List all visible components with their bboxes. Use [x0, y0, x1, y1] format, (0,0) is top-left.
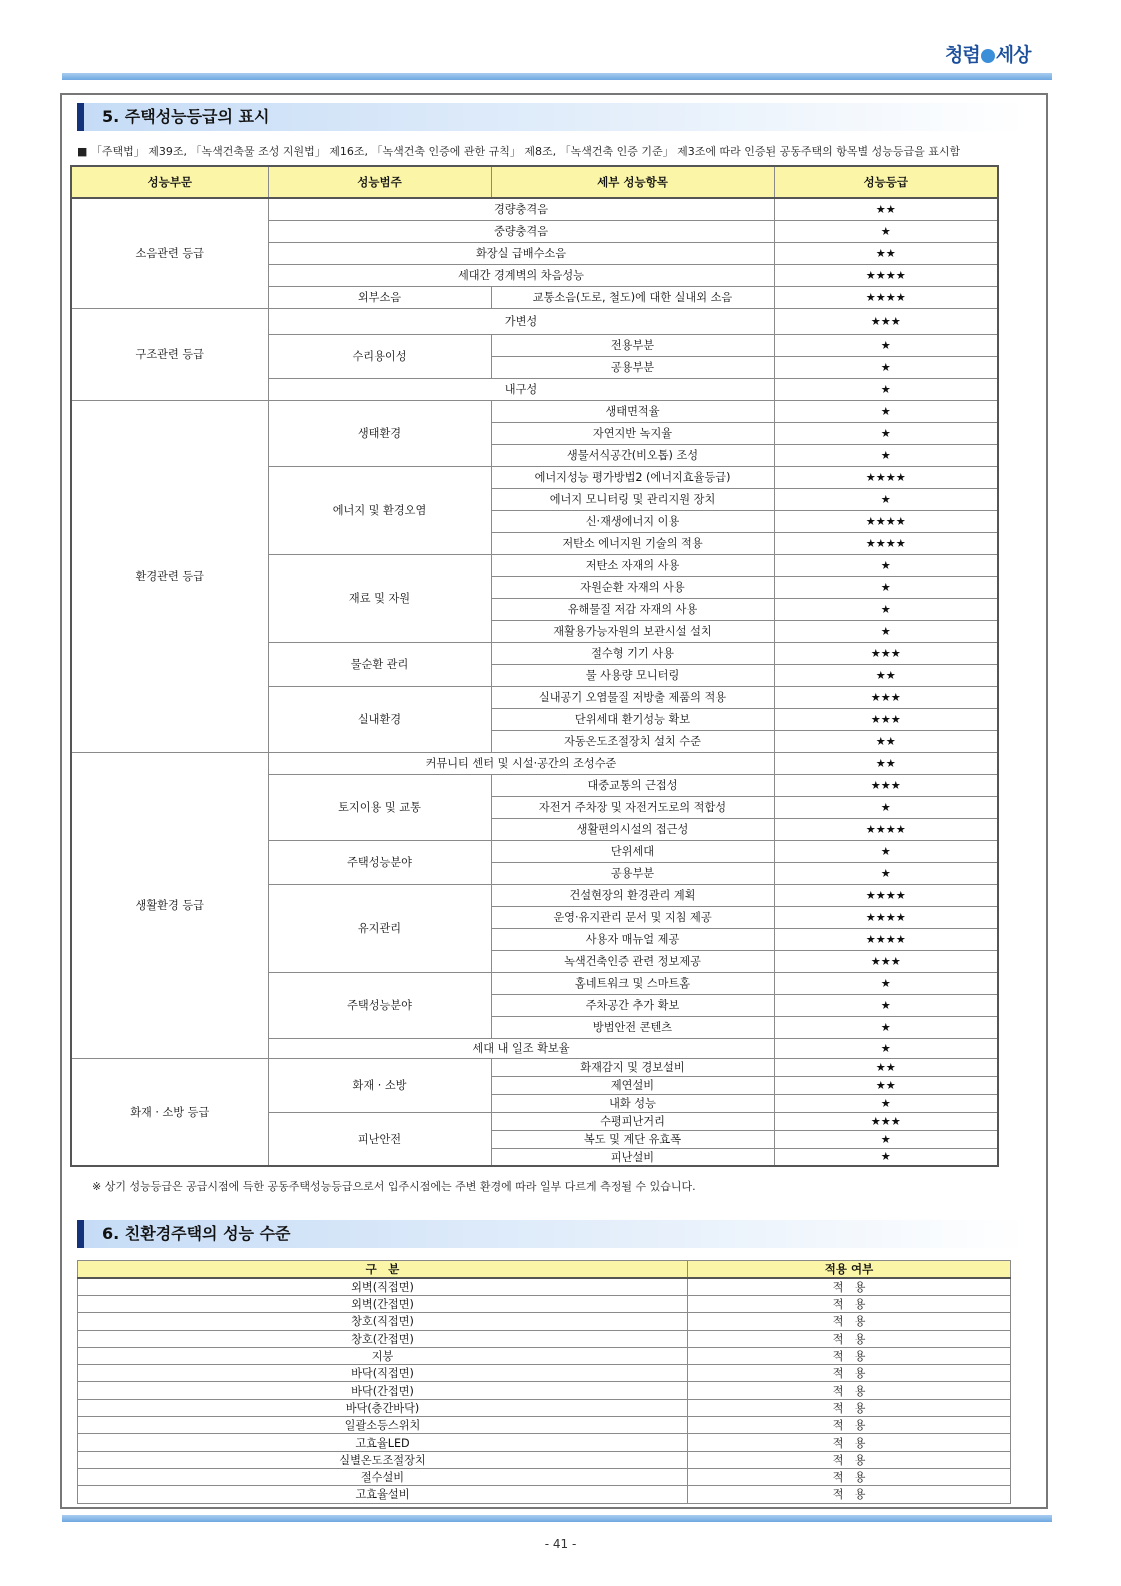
item-cell: 생태면적율 — [491, 400, 774, 422]
grade-stars: ★★★ — [774, 774, 998, 796]
applied-status-cell: 적 용 — [688, 1399, 1011, 1416]
table-row — [78, 1486, 1011, 1503]
item-cell: 저탄소 자재의 사용 — [491, 554, 774, 576]
table-row — [78, 1468, 1011, 1485]
item-cell: 경량충격음 — [268, 198, 774, 220]
item-cell: 내화 성능 — [491, 1094, 774, 1112]
logo-globe-icon — [981, 49, 995, 63]
eco-item-cell: 외벽(직접면) — [78, 1278, 688, 1296]
performance-section-cell: 소음관련 등급 — [71, 198, 268, 308]
item-cell: 대중교통의 근접성 — [491, 774, 774, 796]
table-row — [78, 1399, 1011, 1416]
grade-stars: ★ — [774, 1094, 998, 1112]
applied-status-cell: 적 용 — [688, 1417, 1011, 1434]
item-cell: 중량충격음 — [268, 220, 774, 242]
column-header: 구 분 — [78, 1261, 688, 1279]
eco-item-cell: 창호(직접면) — [78, 1313, 688, 1330]
grade-stars: ★ — [774, 862, 998, 884]
item-cell: 저탄소 에너지원 기술의 적용 — [491, 532, 774, 554]
table-row — [78, 1382, 1011, 1399]
eco-item-cell: 바닥(간접면) — [78, 1382, 688, 1399]
category-cell: 재료 및 자원 — [268, 554, 491, 642]
section-title-eco-housing — [77, 1220, 1027, 1248]
performance-grade-table — [70, 165, 999, 1167]
grade-stars: ★★ — [774, 242, 998, 264]
grade-stars: ★★★ — [774, 308, 998, 334]
category-cell: 토지이용 및 교통 — [268, 774, 491, 840]
grade-stars: ★★ — [774, 1058, 998, 1076]
performance-section-cell: 화재 · 소방 등급 — [71, 1058, 268, 1166]
performance-section-cell: 생활환경 등급 — [71, 752, 268, 1058]
applied-status-cell: 적 용 — [688, 1365, 1011, 1382]
grade-stars: ★★★★ — [774, 928, 998, 950]
table-row — [78, 1451, 1011, 1468]
table-row — [78, 1365, 1011, 1382]
grade-stars: ★★★ — [774, 1112, 998, 1130]
performance-section-cell: 환경관련 등급 — [71, 400, 268, 752]
grade-stars: ★ — [774, 400, 998, 422]
category-cell: 피난안전 — [268, 1112, 491, 1166]
item-cell: 단위세대 — [491, 840, 774, 862]
logo — [945, 40, 1030, 67]
column-header: 성능범주 — [268, 166, 491, 198]
grade-footnote: ※ 상기 성능등급은 공급시점에 득한 공동주택성능등급으로서 입주시점에는 주변 환경에 따라 일부 다르게 측정될 수 있습니다. — [92, 1180, 696, 1193]
item-cell: 물 사용량 모니터링 — [491, 664, 774, 686]
table-row — [78, 1296, 1011, 1313]
applied-status-cell: 적 용 — [688, 1347, 1011, 1364]
column-header: 성능등급 — [774, 166, 998, 198]
grade-stars: ★ — [774, 1148, 998, 1166]
header-divider — [62, 73, 1052, 80]
item-cell: 자전거 주차장 및 자전거도로의 적합성 — [491, 796, 774, 818]
category-cell: 주택성능분야 — [268, 840, 491, 884]
applied-status-cell: 적 용 — [688, 1278, 1011, 1296]
table-row — [78, 1330, 1011, 1347]
grade-stars: ★★★ — [774, 642, 998, 664]
footer-divider — [62, 1515, 1052, 1522]
grade-stars: ★★ — [774, 198, 998, 220]
item-cell: 자원순환 자재의 사용 — [491, 576, 774, 598]
item-cell: 에너지 모니터링 및 관리지원 장치 — [491, 488, 774, 510]
section-6-title-text: 6. 친환경주택의 성능 수준 — [102, 1224, 291, 1243]
item-cell: 자동온도조절장치 설치 수준 — [491, 730, 774, 752]
grade-stars: ★★★★ — [774, 532, 998, 554]
applied-status-cell: 적 용 — [688, 1434, 1011, 1451]
eco-item-cell: 고효율LED — [78, 1434, 688, 1451]
section-title-performance-grade — [77, 103, 1027, 131]
applied-status-cell: 적 용 — [688, 1451, 1011, 1468]
eco-item-cell: 고효율설비 — [78, 1486, 688, 1503]
grade-stars: ★ — [774, 422, 998, 444]
item-cell: 방범안전 콘텐츠 — [491, 1016, 774, 1038]
grade-stars: ★★★★ — [774, 818, 998, 840]
item-cell: 교통소음(도로, 철도)에 대한 실내외 소음 — [491, 286, 774, 308]
section-5-title-text: 5. 주택성능등급의 표시 — [102, 107, 270, 126]
applied-status-cell: 적 용 — [688, 1468, 1011, 1485]
item-cell: 에너지성능 평가방법2 (에너지효율등급) — [491, 466, 774, 488]
grade-stars: ★★ — [774, 752, 998, 774]
eco-item-cell: 일괄소등스위치 — [78, 1417, 688, 1434]
grade-stars: ★ — [774, 598, 998, 620]
table-row — [71, 1058, 998, 1076]
grade-stars: ★ — [774, 796, 998, 818]
grade-stars: ★ — [774, 994, 998, 1016]
table-row — [71, 752, 998, 774]
category-cell: 물순환 관리 — [268, 642, 491, 686]
category-cell: 생태환경 — [268, 400, 491, 466]
eco-item-cell: 절수설비 — [78, 1468, 688, 1485]
grade-stars: ★★★★ — [774, 466, 998, 488]
item-cell: 재활용가능자원의 보관시설 설치 — [491, 620, 774, 642]
table-row — [78, 1278, 1011, 1296]
item-cell: 단위세대 환기성능 확보 — [491, 708, 774, 730]
item-cell: 사용자 매뉴얼 제공 — [491, 928, 774, 950]
table-row — [78, 1313, 1011, 1330]
grade-stars: ★ — [774, 554, 998, 576]
category-cell: 화재 · 소방 — [268, 1058, 491, 1112]
table-row — [71, 198, 998, 220]
eco-item-cell: 외벽(간접면) — [78, 1296, 688, 1313]
grade-stars: ★★★ — [774, 708, 998, 730]
grade-stars: ★ — [774, 444, 998, 466]
table-row — [78, 1347, 1011, 1364]
applied-status-cell: 적 용 — [688, 1486, 1011, 1503]
item-cell: 피난설비 — [491, 1148, 774, 1166]
item-cell: 내구성 — [268, 378, 774, 400]
item-cell: 화장실 급배수소음 — [268, 242, 774, 264]
item-cell: 주차공간 추가 확보 — [491, 994, 774, 1016]
grade-stars: ★★ — [774, 730, 998, 752]
grade-stars: ★★★ — [774, 686, 998, 708]
grade-stars: ★ — [774, 334, 998, 356]
category-cell: 실내환경 — [268, 686, 491, 752]
grade-stars: ★ — [774, 356, 998, 378]
item-cell: 실내공기 오염물질 저방출 제품의 적용 — [491, 686, 774, 708]
item-cell: 세대 내 일조 확보율 — [268, 1038, 774, 1058]
grade-stars: ★ — [774, 1038, 998, 1058]
item-cell: 수평피난거리 — [491, 1112, 774, 1130]
item-cell: 홈네트워크 및 스마트홈 — [491, 972, 774, 994]
item-cell: 생활편의시설의 접근성 — [491, 818, 774, 840]
applied-status-cell: 적 용 — [688, 1382, 1011, 1399]
table-row — [78, 1417, 1011, 1434]
table-row — [71, 400, 998, 422]
item-cell: 운영·유지관리 문서 및 지침 제공 — [491, 906, 774, 928]
item-cell: 공용부분 — [491, 356, 774, 378]
grade-stars: ★ — [774, 488, 998, 510]
category-cell: 수리용이성 — [268, 334, 491, 378]
grade-stars: ★★★★ — [774, 510, 998, 532]
eco-item-cell: 바닥(층간바닥) — [78, 1399, 688, 1416]
item-cell: 자연지반 녹지율 — [491, 422, 774, 444]
item-cell: 건설현장의 환경관리 계획 — [491, 884, 774, 906]
eco-item-cell: 창호(간접면) — [78, 1330, 688, 1347]
grade-stars: ★★★★ — [774, 264, 998, 286]
column-header: 세부 성능항목 — [491, 166, 774, 198]
grade-stars: ★ — [774, 1130, 998, 1148]
category-cell: 외부소음 — [268, 286, 491, 308]
category-cell: 에너지 및 환경오염 — [268, 466, 491, 554]
applied-status-cell: 적 용 — [688, 1330, 1011, 1347]
applied-status-cell: 적 용 — [688, 1313, 1011, 1330]
item-cell: 가변성 — [268, 308, 774, 334]
item-cell: 화재감지 및 경보설비 — [491, 1058, 774, 1076]
item-cell: 복도 및 계단 유효폭 — [491, 1130, 774, 1148]
performance-section-cell: 구조관련 등급 — [71, 308, 268, 400]
item-cell: 신·재생에너지 이용 — [491, 510, 774, 532]
logo-text-2: 세상 — [995, 44, 1031, 66]
item-cell: 제연설비 — [491, 1076, 774, 1094]
item-cell: 녹색건축인증 관련 정보제공 — [491, 950, 774, 972]
applied-status-cell: 적 용 — [688, 1296, 1011, 1313]
item-cell: 전용부분 — [491, 334, 774, 356]
item-cell: 공용부분 — [491, 862, 774, 884]
grade-stars: ★ — [774, 620, 998, 642]
grade-stars: ★★★★ — [774, 286, 998, 308]
column-header: 적용 여부 — [688, 1261, 1011, 1279]
grade-stars: ★★★★ — [774, 906, 998, 928]
category-cell: 주택성능분야 — [268, 972, 491, 1038]
table-row — [78, 1434, 1011, 1451]
logo-text-1: 청렴 — [945, 44, 980, 66]
grade-stars: ★ — [774, 220, 998, 242]
table-row — [71, 308, 998, 334]
grade-stars: ★ — [774, 1016, 998, 1038]
eco-housing-table — [77, 1260, 1011, 1504]
grade-stars: ★ — [774, 378, 998, 400]
grade-stars: ★ — [774, 576, 998, 598]
eco-item-cell: 실별온도조절장치 — [78, 1451, 688, 1468]
grade-stars: ★★★ — [774, 950, 998, 972]
page-number: - 41 - — [544, 1537, 577, 1551]
grade-stars: ★ — [774, 840, 998, 862]
grade-stars: ★ — [774, 972, 998, 994]
grade-stars: ★★★★ — [774, 884, 998, 906]
eco-item-cell: 지붕 — [78, 1347, 688, 1364]
item-cell: 세대간 경계벽의 차음성능 — [268, 264, 774, 286]
grade-stars: ★★ — [774, 664, 998, 686]
item-cell: 절수형 기기 사용 — [491, 642, 774, 664]
eco-item-cell: 바닥(직접면) — [78, 1365, 688, 1382]
column-header: 성능부문 — [71, 166, 268, 198]
item-cell: 유해물질 저감 자재의 사용 — [491, 598, 774, 620]
legal-basis-note: ■ 「주택법」 제39조, 「녹색건축물 조성 지원법」 제16조, 「녹색건축 인증에 관한 규칙」 제8조, 「녹색건축 인증 기준」 제3조에 따라 인증된 공동주택의 항목별 성능등급을 표시함 — [77, 145, 961, 158]
item-cell: 커뮤니티 센터 및 시설·공간의 조성수준 — [268, 752, 774, 774]
item-cell: 생물서식공간(비오톱) 조성 — [491, 444, 774, 466]
grade-stars: ★★ — [774, 1076, 998, 1094]
category-cell: 유지관리 — [268, 884, 491, 972]
